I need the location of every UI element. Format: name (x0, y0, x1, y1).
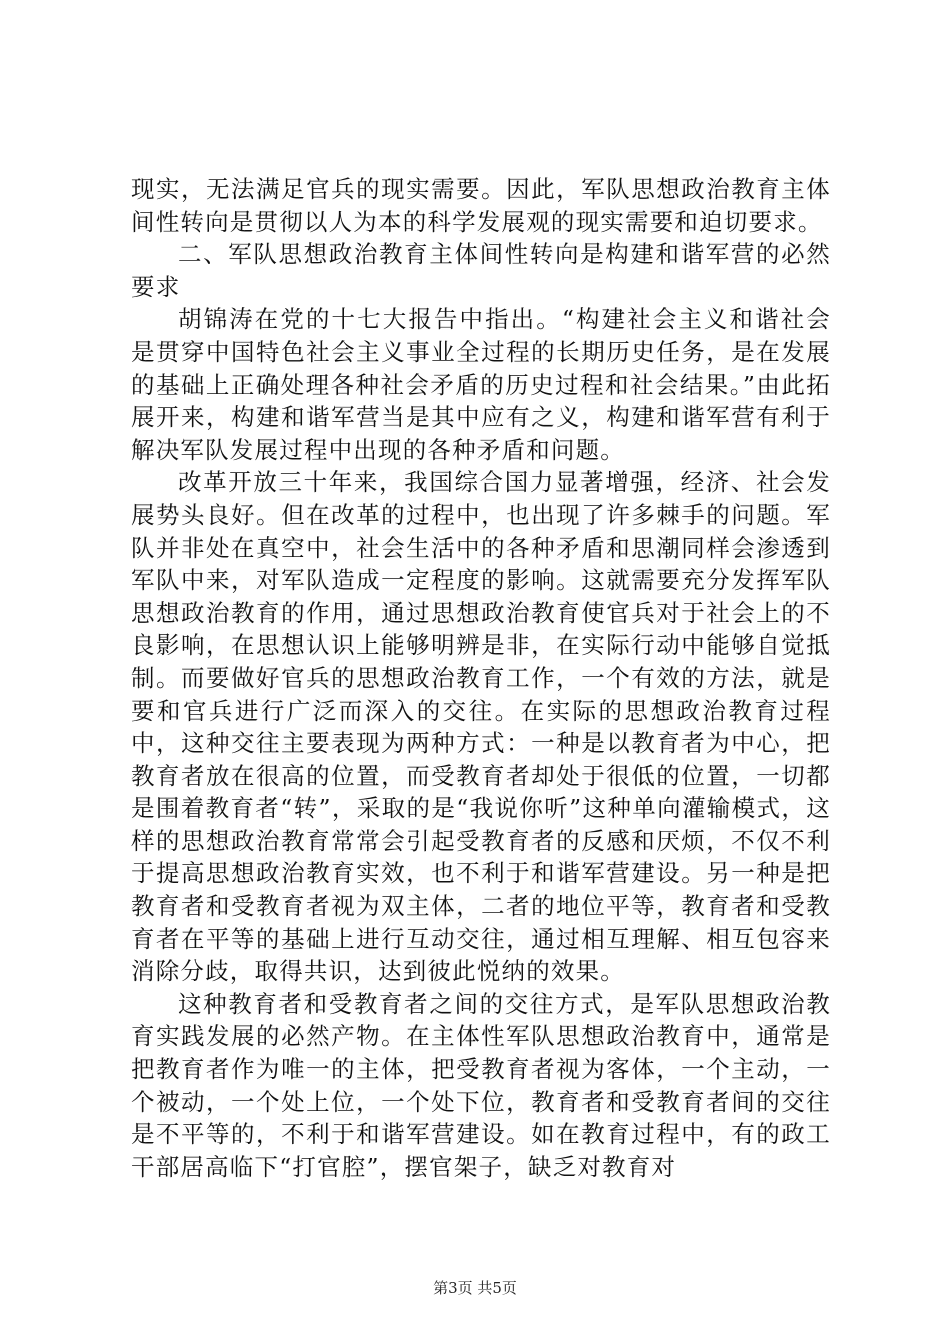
paragraph: 这种教育者和受教育者之间的交往方式，是军队思想政治教育实践发展的必然产物。在主体性军队思想政治教育中，通常是把教育者作为唯一的主体，把受教育者视为客体，一个主动，一个被动，一个处上位，一个处下位，教育者和受教育者间的交往是不平等的，不利于和谐军营建设。如在教育过程中，有的政工干部居高临下“打官腔”，摆官架子，缺乏对教育对 (131, 989, 831, 1181)
paragraph: 胡锦涛在党的十七大报告中指出。“构建社会主义和谐社会是贯穿中国特色社会主义事业全过程的长期历史任务，是在发展的基础上正确处理各种社会矛盾的历史过程和社会结果。”由此拓展开来，构建和谐军营当是其中应有之义，构建和谐军营有利于解决军队发展过程中出现的各种矛盾和问题。 (131, 305, 831, 464)
page-footer (0, 1278, 950, 1298)
section-heading: 二、军队思想政治教育主体间性转向是构建和谐军营的必然要求 (131, 240, 831, 301)
document-body (131, 173, 831, 1183)
paragraph: 改革开放三十年来，我国综合国力显著增强，经济、社会发展势头良好。但在改革的过程中，也出现了许多棘手的问题。军队并非处在真空中，社会生活中的各种矛盾和思潮同样会渗透到军队中来，对军队造成一定程度的影响。这就需要充分发挥军队思想政治教育的作用，通过思想政治教育使官兵对于社会上的不良影响，在思想认识上能够明辨是非，在实际行动中能够自觉抵制。而要做好官兵的思想政治教育工作，一个有效的方法，就是要和官兵进行广泛而深入的交往。在实际的思想政治教育过程中，这种交往主要表现为两种方式：一种是以教育者为中心，把教育者放在很高的位置，而受教育者却处于很低的位置，一切都是围着教育者“转”，采取的是“我说你听”这种单向灌输模式，这样的思想政治教育常常会引起受教育者的反感和厌烦，不仅不利于提高思想政治教育实效，也不利于和谐军营建设。另一种是把教育者和受教育者视为双主体，二者的地位平等，教育者和受教育者在平等的基础上进行互动交往，通过相互理解、相互包容来消除分歧，取得共识，达到彼此悦纳的效果。 (131, 468, 831, 986)
paragraph-continuation: 现实，无法满足官兵的现实需要。因此，军队思想政治教育主体间性转向是贯彻以人为本的科学发展观的现实需要和迫切要求。 (131, 175, 831, 236)
page-number: 第3页 共5页 (433, 1279, 517, 1297)
